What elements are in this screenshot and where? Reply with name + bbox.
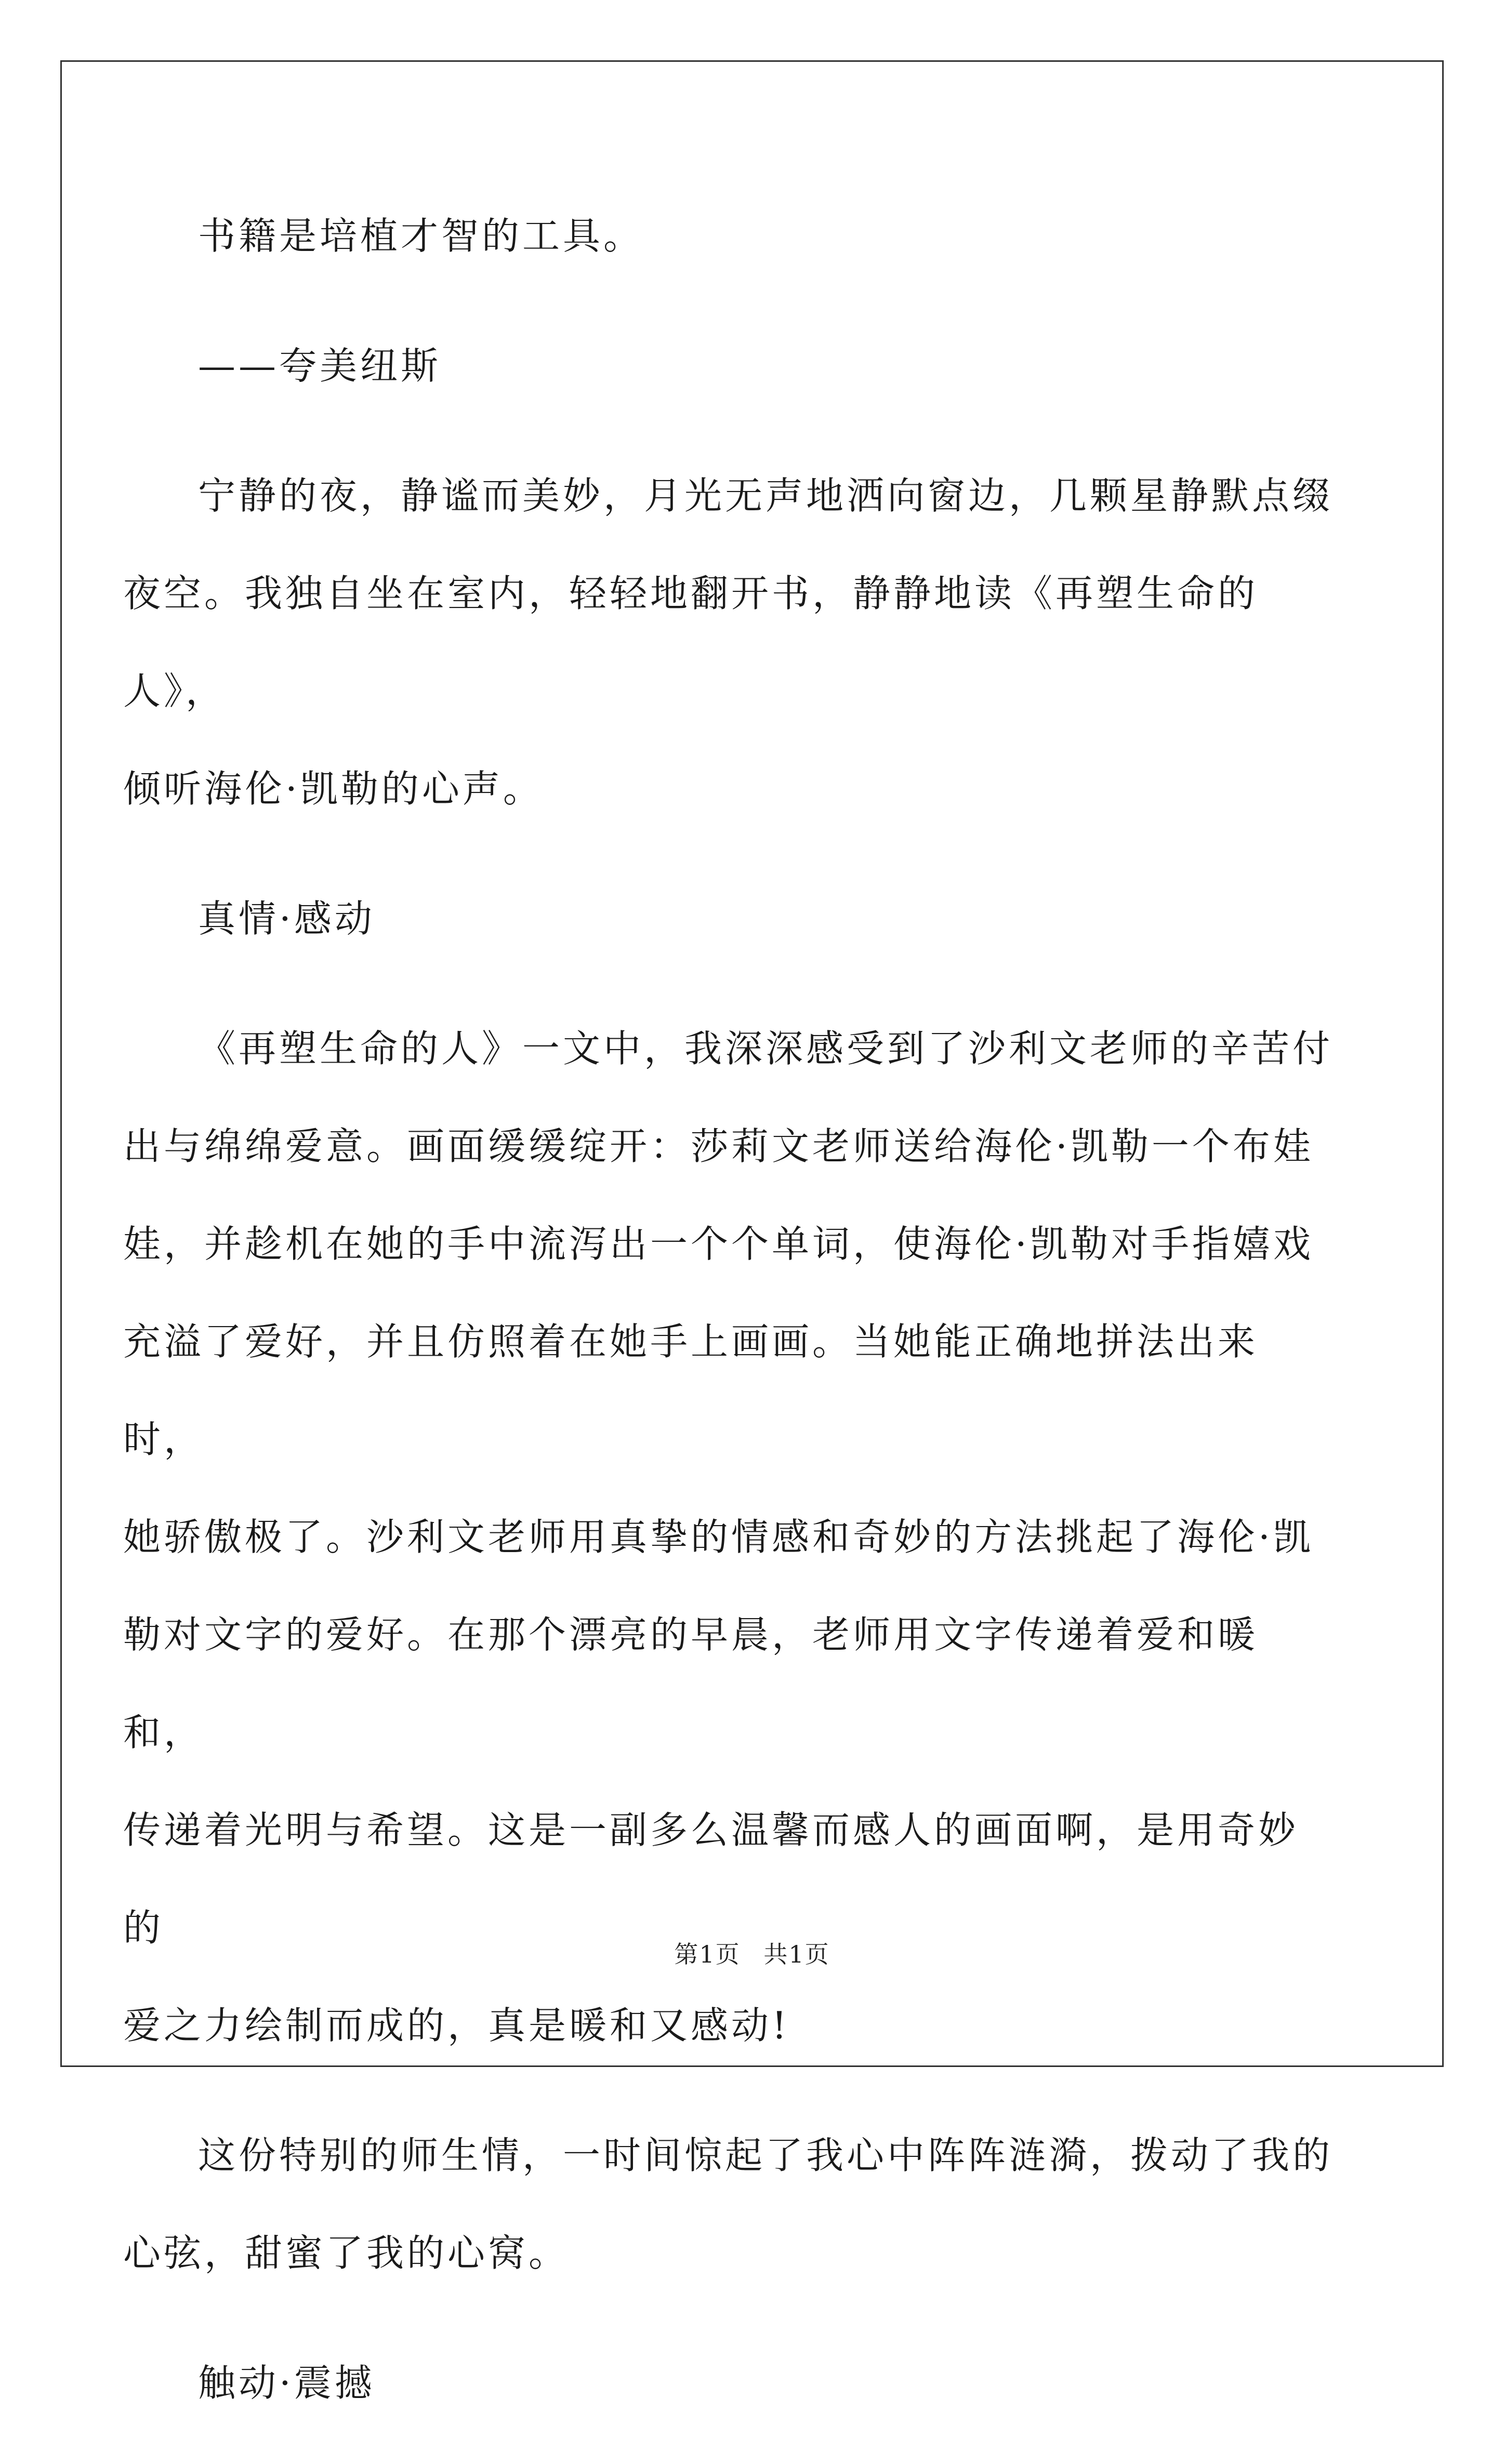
- text-line: 宁静的夜，静谧而美妙，月光无声地洒向窗边，几颗星静默点缀: [198, 474, 1334, 518]
- text-line: 心弦，甜蜜了我的心窝。: [123, 2231, 570, 2275]
- document-body: [123, 187, 1334, 2464]
- text-line: 勒对文字的爱好。在那个漂亮的早晨，老师用文字传递着爱和暖和，: [123, 1613, 1259, 1754]
- quote-author-paragraph: [123, 317, 1334, 415]
- text-line: 真情·感动: [198, 897, 375, 940]
- text-line: 她骄傲极了。沙利文老师用真挚的情感和奇妙的方法挑起了海伦·凯: [123, 1515, 1314, 1559]
- text-line: 充溢了爱好，并且仿照着在她手上画画。当她能正确地拼法出来时，: [123, 1320, 1259, 1461]
- body-paragraph-3: [123, 2107, 1334, 2302]
- text-line: 出与绵绵爱意。画面缓缓绽开：莎莉文老师送给海伦·凯勒一个布娃: [123, 1124, 1314, 1168]
- text-line: ——夸美纽斯: [198, 344, 442, 388]
- text-line: 娃，并趁机在她的手中流泻出一个个单词，使海伦·凯勒对手指嬉戏: [123, 1222, 1314, 1266]
- text-line: 传递着光明与希望。这是一副多么温馨而感人的画面啊，是用奇妙的: [123, 1808, 1299, 1950]
- text-line: 这份特别的师生情，一时间惊起了我心中阵阵涟漪，拨动了我的: [198, 2134, 1334, 2177]
- text-line: 夜空。我独自坐在室内，轻轻地翻开书，静静地读《再塑生命的人》，: [123, 572, 1259, 713]
- section-heading-1: [123, 870, 1334, 968]
- text-line: 倾听海伦·凯勒的心声。: [123, 767, 544, 811]
- section-heading-2: [123, 2334, 1334, 2432]
- text-line: 触动·震撼: [198, 2361, 375, 2405]
- page-number-current: 第1页: [674, 1940, 741, 1968]
- page-number-total: 共1页: [763, 1940, 830, 1968]
- text-line: 《再塑生命的人》一文中，我深深感受到了沙利文老师的辛苦付: [198, 1027, 1334, 1070]
- body-paragraph-2: [123, 1000, 1334, 2074]
- page-footer: [0, 1936, 1504, 1970]
- text-line: 书籍是培植才智的工具。: [198, 214, 644, 258]
- quote-paragraph: [123, 187, 1334, 285]
- text-line: 爱之力绘制而成的，真是暖和又感动!: [123, 2004, 790, 2047]
- body-paragraph-1: [123, 447, 1334, 838]
